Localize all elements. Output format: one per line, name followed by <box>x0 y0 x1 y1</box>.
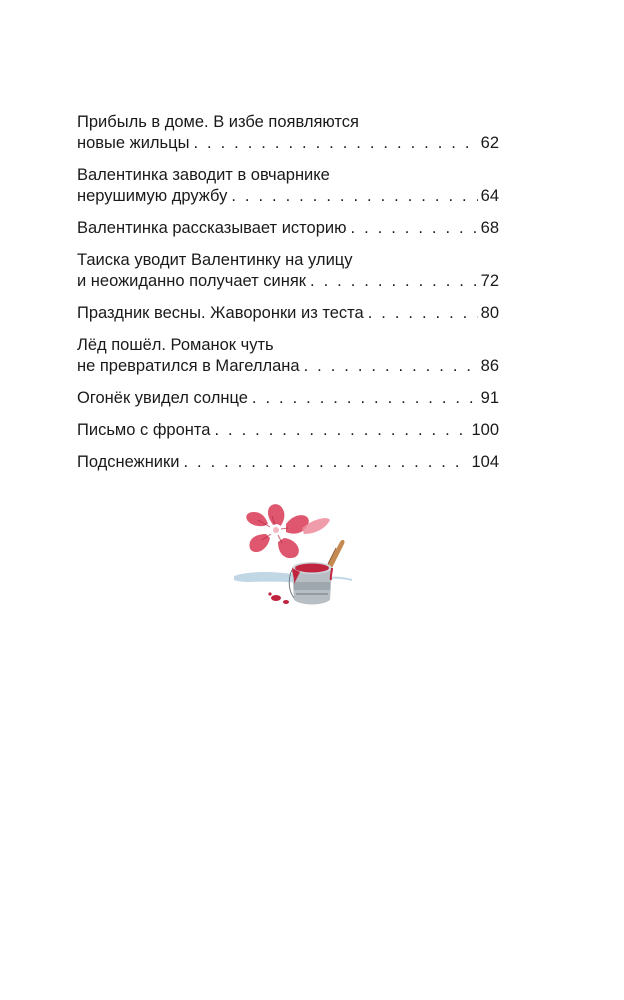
paint-bucket-icon <box>289 562 332 605</box>
toc-page-number: 72 <box>480 272 499 290</box>
table-of-contents <box>77 112 499 484</box>
dot-leader <box>183 452 468 473</box>
toc-page-number: 91 <box>480 389 499 407</box>
toc-entry-title: новые жильцы <box>77 134 190 152</box>
toc-entry <box>77 218 499 239</box>
dot-leader <box>304 356 478 377</box>
dot-leader <box>368 303 478 324</box>
toc-entry-last-line <box>77 271 499 292</box>
toc-entry-title: Лёд пошёл. Романок чуть <box>77 336 274 354</box>
flower-and-paint-bucket-illustration <box>232 498 362 613</box>
toc-entry-last-line <box>77 218 499 239</box>
toc-page-number: 80 <box>480 304 499 322</box>
dot-leader <box>252 388 478 409</box>
toc-entry <box>77 388 499 409</box>
dot-leader <box>310 271 478 292</box>
toc-page-number: 68 <box>480 219 499 237</box>
toc-entry-title: не превратился в Магеллана <box>77 357 300 375</box>
dot-leader <box>231 186 477 207</box>
toc-entry-title: Прибыль в доме. В избе появляются <box>77 113 359 131</box>
toc-entry-last-line <box>77 420 499 441</box>
toc-entry <box>77 250 499 292</box>
dot-leader <box>214 420 468 441</box>
toc-page-number: 100 <box>471 421 499 439</box>
toc-entry-last-line <box>77 133 499 154</box>
toc-entry-title: Валентинка заводит в овчарнике <box>77 166 330 184</box>
toc-entry-title: нерушимую дружбу <box>77 187 228 205</box>
toc-entry-title: Огонёк увидел солнце <box>77 389 248 407</box>
toc-entry-last-line <box>77 388 499 409</box>
toc-page-number: 64 <box>480 187 499 205</box>
toc-entry-last-line <box>77 303 499 324</box>
toc-entry-title: Таиска уводит Валентинку на улицу <box>77 251 353 269</box>
toc-entry-last-line <box>77 186 499 207</box>
paint-drops <box>268 592 289 604</box>
toc-entry-title: Праздник весны. Жаворонки из теста <box>77 304 364 322</box>
toc-entry <box>77 112 499 154</box>
toc-entry <box>77 303 499 324</box>
toc-page-number: 62 <box>480 134 499 152</box>
dot-leader <box>351 218 478 239</box>
toc-entry-last-line <box>77 452 499 473</box>
toc-entry-title: Письмо с фронта <box>77 421 211 439</box>
toc-entry-title: Подснежники <box>77 453 180 471</box>
toc-entry <box>77 335 499 377</box>
toc-page-number: 86 <box>480 357 499 375</box>
flower-icon <box>246 504 330 558</box>
toc-entry-title: Валентинка рассказывает историю <box>77 219 347 237</box>
toc-entry <box>77 165 499 207</box>
toc-entry-title: и неожиданно получает синяк <box>77 272 307 290</box>
toc-entry-last-line <box>77 356 499 377</box>
toc-page-number: 104 <box>471 453 499 471</box>
dot-leader <box>193 133 477 154</box>
toc-entry <box>77 452 499 473</box>
toc-entry <box>77 420 499 441</box>
